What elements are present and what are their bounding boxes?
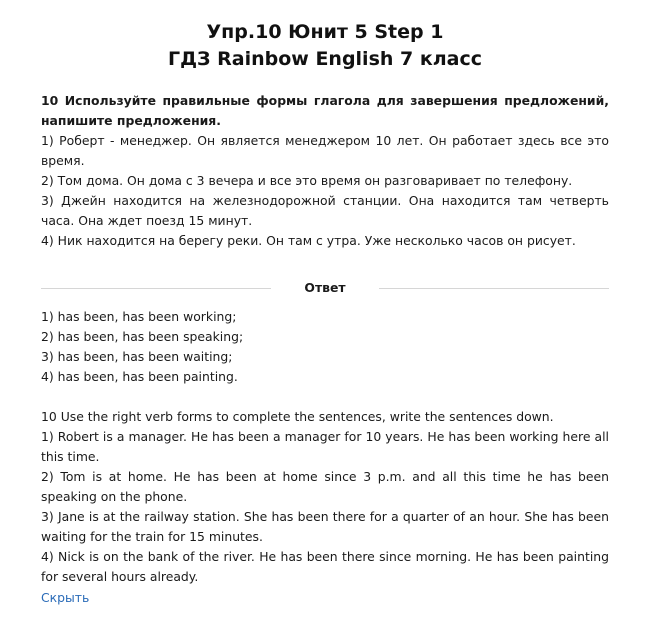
english-sentence-1: 1) Robert is a manager. He has been a manager for 10 years. He has been working here all this time. [41, 429, 609, 464]
task-instruction: 10 Используйте правильные формы глагола для завершения предложений, напишите предложения. [41, 93, 609, 128]
task-sentence-2: 2) Том дома. Он дома с 3 вечера и все это время он разговаривает по телефону. [41, 173, 573, 188]
answer-list [41, 307, 609, 387]
task-text [41, 91, 609, 251]
answer-divider [41, 277, 609, 299]
page-content [41, 0, 609, 609]
task-sentence-1: 1) Роберт - менеджер. Он является менеджером 10 лет. Он работает здесь все это время. [41, 133, 609, 168]
answer-item-2: 2) has been, has been speaking; [41, 329, 244, 344]
answer-item-3: 3) has been, has been waiting; [41, 349, 233, 364]
answer-heading: Ответ [304, 280, 346, 295]
title-line-2: ГДЗ Rainbow English 7 класс [167, 48, 483, 70]
page-title [41, 19, 609, 73]
english-sentence-4: 4) Nick is on the bank of the river. He has been there since morning. He has been painting for several hours already. [41, 549, 609, 584]
task-sentence-3: 3) Джейн находится на железнодорожной станции. Она находится там четверть часа. Она ждет поезд 15 минут. [41, 193, 609, 228]
english-sentence-3: 3) Jane is at the railway station. She has been there for a quarter of an hour. She has been waiting for the train for 15 minutes. [41, 509, 609, 544]
task-sentence-4: 4) Ник находится на берегу реки. Он там с утра. Уже несколько часов он рисует. [41, 233, 576, 248]
english-sentence-2: 2) Tom is at home. He has been at home since 3 p.m. and all this time he has been speaking on the phone. [41, 469, 609, 504]
title-line-1: Упр.10 Юнит 5 Step 1 [206, 21, 444, 43]
answer-item-1: 1) has been, has been working; [41, 309, 237, 324]
divider-line-right [379, 288, 609, 289]
hide-answer-link[interactable]: Скрыть [41, 590, 90, 605]
english-instruction: 10 Use the right verb forms to complete the sentences, write the sentences down. [41, 409, 554, 424]
answer-item-4: 4) has been, has been painting. [41, 369, 238, 384]
english-translation [41, 407, 609, 587]
